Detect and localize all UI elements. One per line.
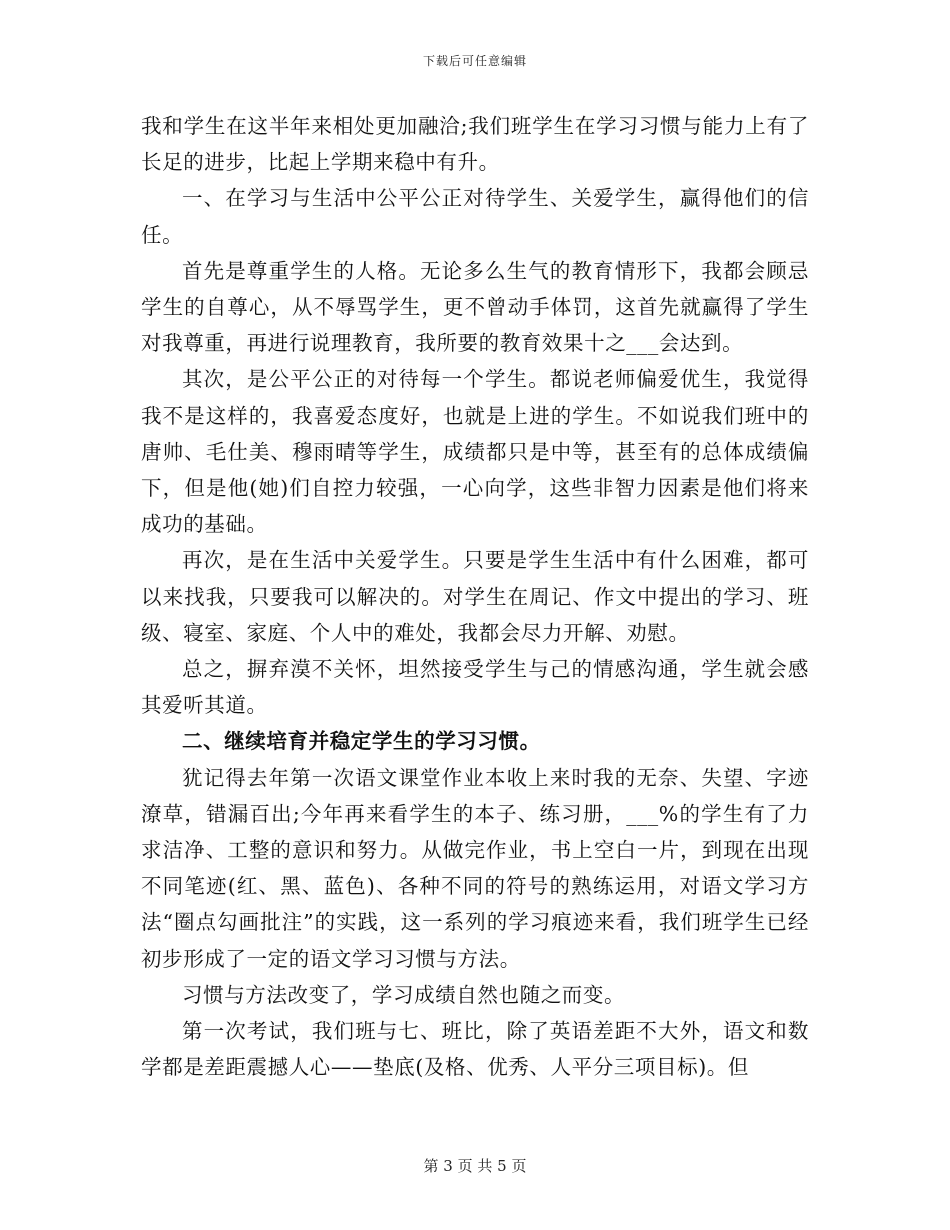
paragraph-homework-habits: 犹记得去年第一次语文课堂作业本收上来时我的无奈、失望、字迹潦草，错漏百出;今年再来看学生的本子、练习册，___%的学生有了力求洁净、工整的意识和努力。从做完作业，书上空白一片，到现在出现不同笔迹(红、黑、蓝色)、各种不同的符号的熟练运用，对语文学习方法“圈点勾画批注”的实践，这一系列的学习痕迹来看，我们班学生已经初步形成了一定的语文学习习惯与方法。 — [141, 765, 809, 971]
document-body — [141, 108, 809, 1085]
paragraph-first-exam: 第一次考试，我们班与七、班比，除了英语差距不大外，语文和数学都是差距震撼人心——垫底(及格、优秀、人平分三项目标)。但 — [141, 1019, 809, 1080]
page-number-footer: 第 3 页 共 5 页 — [423, 1157, 527, 1175]
paragraph-intro: 我和学生在这半年来相处更加融洽;我们班学生在学习习惯与能力上有了长足的进步，比起上学期来稳中有升。 — [141, 114, 809, 175]
paragraph-fairness: 其次，是公平公正的对待每一个学生。都说老师偏爱优生，我觉得我不是这样的，我喜爱态度好，也就是上进的学生。不如说我们班中的唐帅、毛仕美、穆雨晴等学生，成绩都只是中等，甚至有的总体成绩偏下，但是他(她)们自控力较强，一心向学，这些非智力因素是他们将来成功的基础。 — [141, 367, 809, 537]
paragraph-section-one-heading: 一、在学习与生活中公平公正对待学生、关爱学生，赢得他们的信任。 — [141, 186, 809, 247]
paragraph-respect: 首先是尊重学生的人格。无论多么生气的教育情形下，我都会顾忌学生的自尊心，从不辱骂学生，更不曾动手体罚，这首先就赢得了学生对我尊重，再进行说理教育，我所要的教育效果十之___会达到。 — [141, 258, 809, 356]
paragraph-summary: 总之，摒弃漠不关怀，坦然接受学生与己的情感沟通，学生就会感其爱听其道。 — [141, 657, 809, 718]
page-header-note: 下载后可任意编辑 — [422, 54, 527, 68]
paragraph-care: 再次，是在生活中关爱学生。只要是学生生活中有什么困难，都可以来找我，只要我可以解决的。对学生在周记、作文中提出的学习、班级、寝室、家庭、个人中的难处，我都会尽力开解、劝慰。 — [141, 548, 809, 645]
paragraph-section-two-heading: 二、继续培育并稳定学生的学习习惯。 — [182, 729, 541, 754]
paragraph-results-change: 习惯与方法改变了，学习成绩自然也随之而变。 — [182, 982, 626, 1007]
